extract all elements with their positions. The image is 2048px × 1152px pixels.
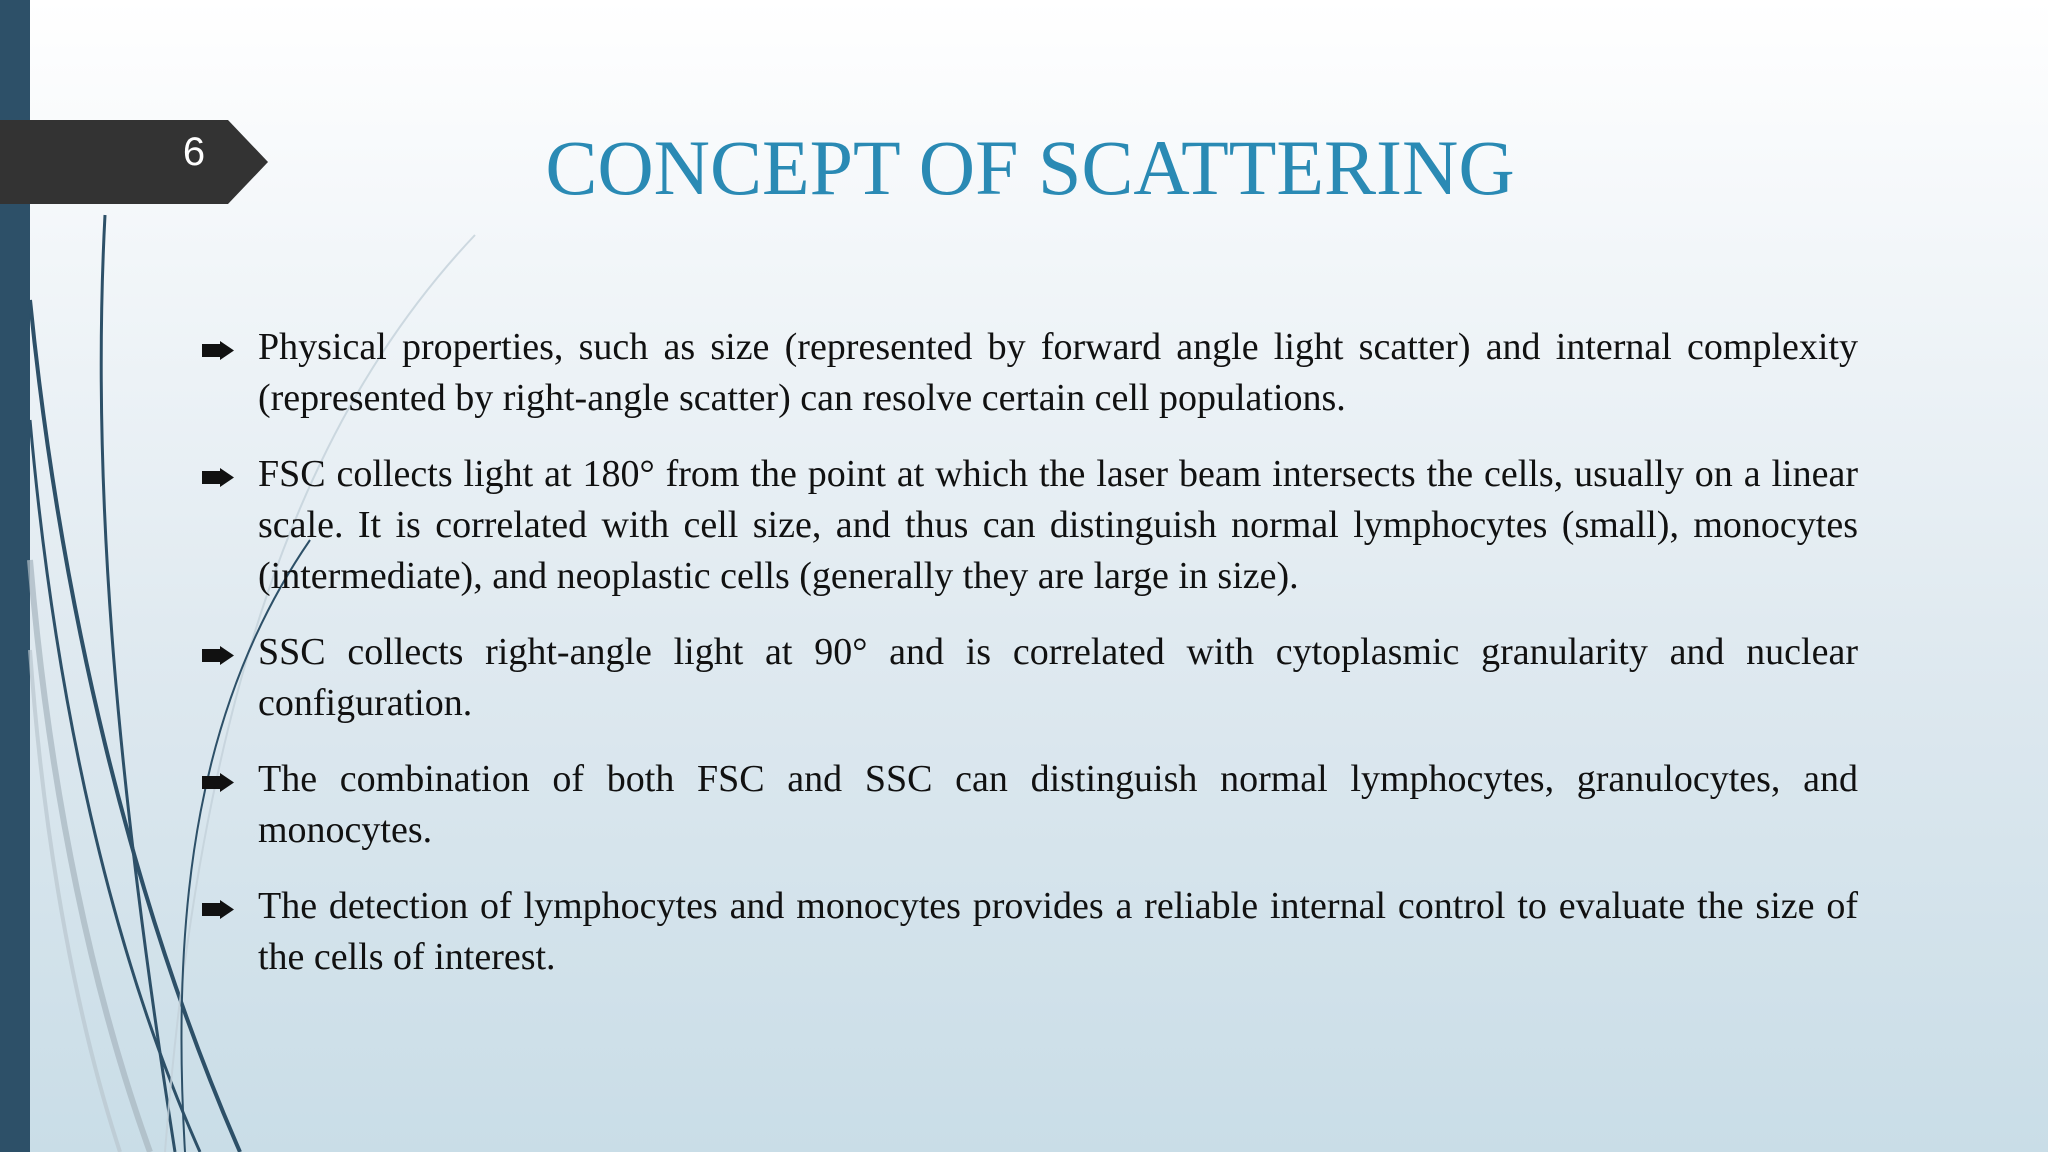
right-arrow-icon xyxy=(202,900,234,919)
right-arrow-icon xyxy=(202,341,234,360)
bullet-list xyxy=(200,322,1858,1008)
bullet-text: The detection of lymphocytes and monocytes provides a reliable internal control to evaluate the size of the cells of interest. xyxy=(258,885,1858,978)
bullet-item xyxy=(200,449,1858,602)
bullet-item xyxy=(200,754,1858,856)
bullet-item xyxy=(200,881,1858,983)
slide-title: CONCEPT OF SCATTERING xyxy=(545,124,1515,211)
bullet-text: FSC collects light at 180° from the point at which the laser beam intersects the cells, usually on a linear scale. It is correlated with cell size, and thus can distinguish normal lymphocytes (small), monocytes (intermediate), and neoplastic cells (generally they are large in size). xyxy=(258,453,1858,597)
bullet-text: Physical properties, such as size (represented by forward angle light scatter) and internal complexity (represented by right-angle scatter) can resolve certain cell populations. xyxy=(258,326,1858,419)
bullet-text: The combination of both FSC and SSC can distinguish normal lymphocytes, granulocytes, and monocytes. xyxy=(258,758,1858,851)
right-arrow-icon xyxy=(202,468,234,487)
right-arrow-icon xyxy=(202,773,234,792)
bullet-item xyxy=(200,322,1858,424)
bullet-item xyxy=(200,627,1858,729)
slide-number: 6 xyxy=(182,130,206,174)
right-arrow-icon xyxy=(202,646,234,665)
bullet-text: SSC collects right-angle light at 90° and is correlated with cytoplasmic granularity and nuclear configuration. xyxy=(258,631,1858,724)
